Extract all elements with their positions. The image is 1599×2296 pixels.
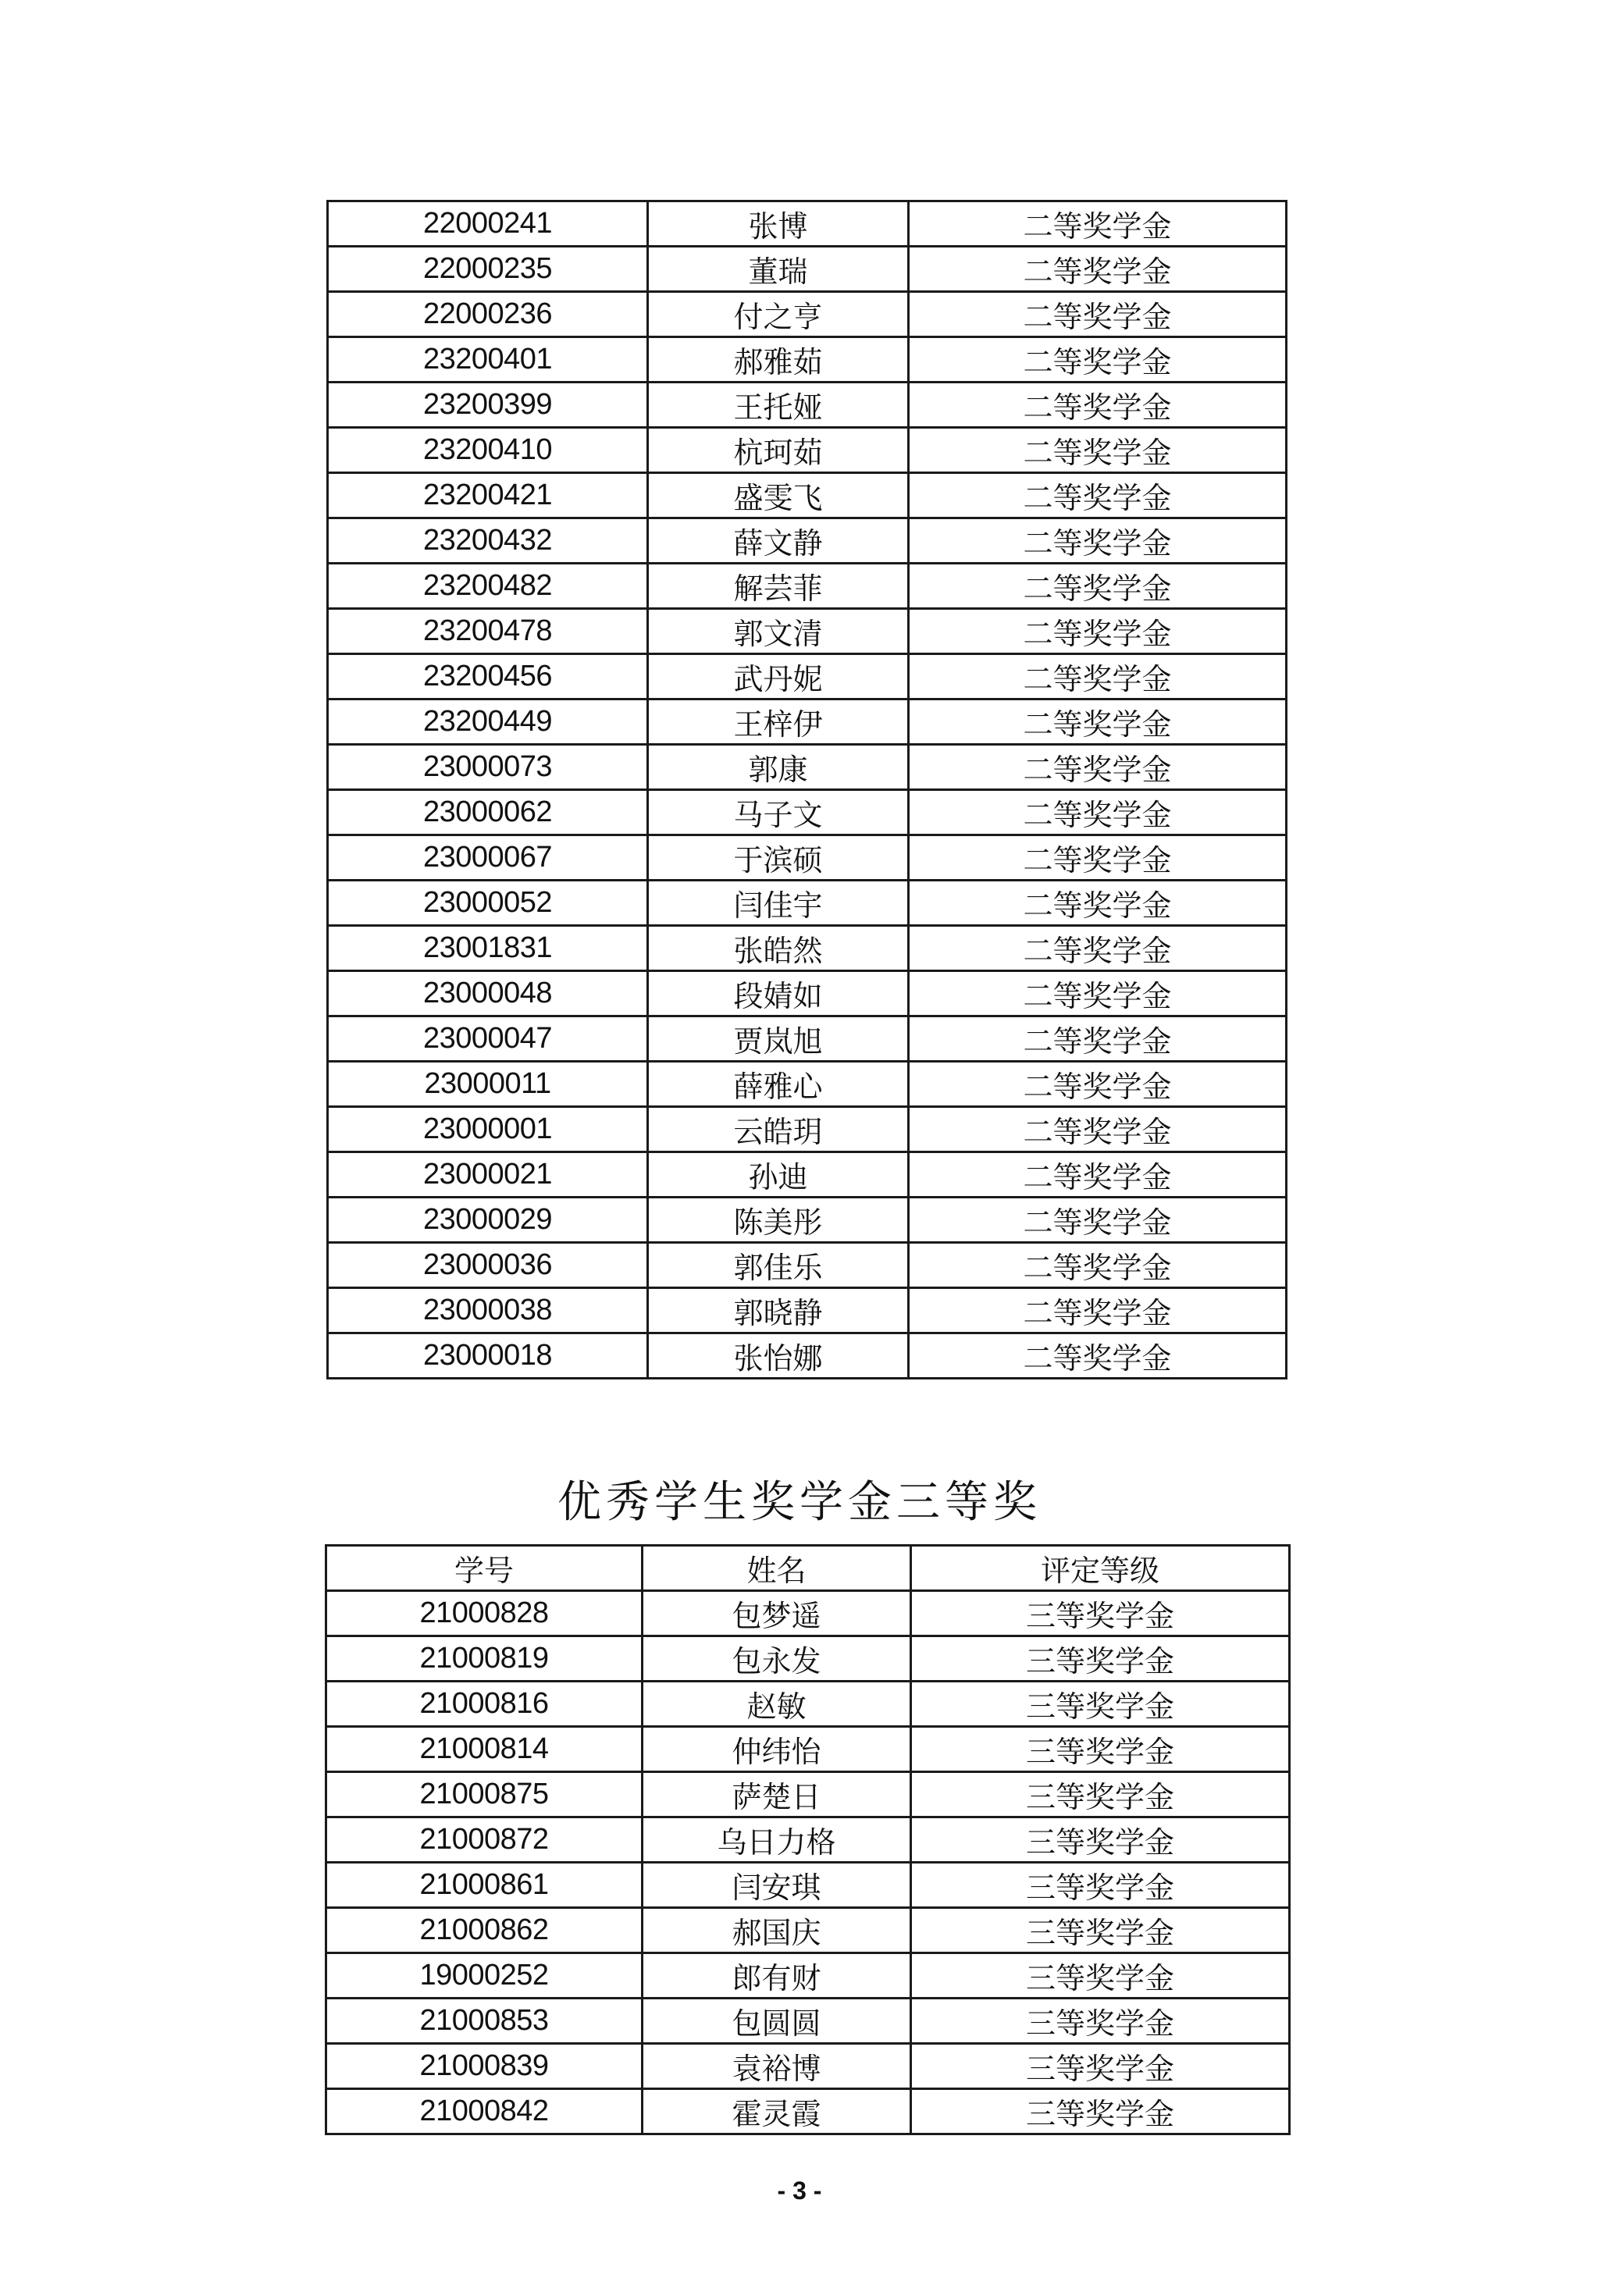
table-row bbox=[328, 745, 1287, 790]
student-name-cell: 薛雅心 bbox=[648, 1062, 909, 1107]
student-name-cell: 郭晓静 bbox=[648, 1288, 909, 1333]
award-level-cell: 三等奖学金 bbox=[911, 1953, 1290, 1999]
table-row bbox=[328, 835, 1287, 881]
student-id-cell: 21000816 bbox=[326, 1682, 643, 1727]
student-name-cell: 郭文清 bbox=[648, 609, 909, 654]
header-student-id: 学号 bbox=[326, 1546, 643, 1591]
table-row bbox=[326, 1591, 1290, 1636]
student-name-cell: 王梓伊 bbox=[648, 699, 909, 745]
table-row bbox=[328, 1016, 1287, 1062]
student-name-cell: 段婧如 bbox=[648, 971, 909, 1016]
student-name-cell: 张博 bbox=[648, 201, 909, 247]
student-id-cell: 23200482 bbox=[328, 564, 648, 609]
student-id-cell: 23200421 bbox=[328, 473, 648, 518]
table-body bbox=[328, 201, 1287, 1379]
award-level-cell: 二等奖学金 bbox=[909, 1107, 1287, 1152]
table-row bbox=[326, 1772, 1290, 1817]
table-header bbox=[326, 1546, 1290, 1591]
student-name-cell: 王托娅 bbox=[648, 383, 909, 428]
section-title: 优秀学生奖学金三等奖 bbox=[557, 1477, 1042, 1528]
table-row bbox=[328, 1288, 1287, 1333]
table-row bbox=[328, 971, 1287, 1016]
award-level-cell: 三等奖学金 bbox=[911, 1727, 1290, 1772]
award-level-cell: 三等奖学金 bbox=[911, 2089, 1290, 2134]
page-number: - 3 - bbox=[777, 2177, 822, 2205]
table-row bbox=[328, 1333, 1287, 1379]
student-id-cell: 21000862 bbox=[326, 1908, 643, 1953]
student-name-cell: 张怡娜 bbox=[648, 1333, 909, 1379]
student-id-cell: 22000236 bbox=[328, 292, 648, 337]
table-row bbox=[326, 1682, 1290, 1727]
student-name-cell: 郭康 bbox=[648, 745, 909, 790]
table-row bbox=[328, 1152, 1287, 1198]
student-name-cell: 杭珂茹 bbox=[648, 428, 909, 473]
student-name-cell: 孙迪 bbox=[648, 1152, 909, 1198]
table-row bbox=[328, 428, 1287, 473]
table-row bbox=[326, 2089, 1290, 2134]
student-id-cell: 21000819 bbox=[326, 1636, 643, 1682]
table-row bbox=[328, 473, 1287, 518]
table-row bbox=[328, 1243, 1287, 1288]
student-name-cell: 陈美彤 bbox=[648, 1198, 909, 1243]
table-row bbox=[328, 926, 1287, 971]
award-level-cell: 二等奖学金 bbox=[909, 699, 1287, 745]
student-id-cell: 23000062 bbox=[328, 790, 648, 835]
table-row bbox=[328, 1062, 1287, 1107]
table-row bbox=[328, 247, 1287, 292]
student-name-cell: 乌日力格 bbox=[643, 1817, 911, 1863]
award-level-cell: 二等奖学金 bbox=[909, 473, 1287, 518]
student-name-cell: 郝国庆 bbox=[643, 1908, 911, 1953]
header-level: 评定等级 bbox=[911, 1546, 1290, 1591]
award-level-cell: 三等奖学金 bbox=[911, 1636, 1290, 1682]
table-row bbox=[326, 1999, 1290, 2044]
student-id-cell: 22000235 bbox=[328, 247, 648, 292]
student-name-cell: 郝雅茹 bbox=[648, 337, 909, 383]
student-id-cell: 21000814 bbox=[326, 1727, 643, 1772]
table-row bbox=[326, 1817, 1290, 1863]
table-row bbox=[328, 383, 1287, 428]
student-name-cell: 盛雯飞 bbox=[648, 473, 909, 518]
student-id-cell: 23200399 bbox=[328, 383, 648, 428]
award-level-cell: 二等奖学金 bbox=[909, 1288, 1287, 1333]
award-level-cell: 二等奖学金 bbox=[909, 835, 1287, 881]
award-level-cell: 二等奖学金 bbox=[909, 1016, 1287, 1062]
student-id-cell: 21000839 bbox=[326, 2044, 643, 2089]
student-name-cell: 于滨硕 bbox=[648, 835, 909, 881]
student-name-cell: 包永发 bbox=[643, 1636, 911, 1682]
header-row bbox=[326, 1546, 1290, 1591]
student-name-cell: 闫安琪 bbox=[643, 1863, 911, 1908]
award-level-cell: 三等奖学金 bbox=[911, 1772, 1290, 1817]
award-level-cell: 二等奖学金 bbox=[909, 201, 1287, 247]
award-level-cell: 二等奖学金 bbox=[909, 292, 1287, 337]
second-class-scholarship-table bbox=[326, 200, 1287, 1379]
award-level-cell: 二等奖学金 bbox=[909, 1152, 1287, 1198]
award-level-cell: 三等奖学金 bbox=[911, 1591, 1290, 1636]
student-name-cell: 仲纬怡 bbox=[643, 1727, 911, 1772]
student-name-cell: 霍灵霞 bbox=[643, 2089, 911, 2134]
student-id-cell: 23000073 bbox=[328, 745, 648, 790]
student-id-cell: 23000052 bbox=[328, 881, 648, 926]
award-level-cell: 二等奖学金 bbox=[909, 428, 1287, 473]
header-name: 姓名 bbox=[643, 1546, 911, 1591]
student-id-cell: 23200449 bbox=[328, 699, 648, 745]
student-id-cell: 23000011 bbox=[328, 1062, 648, 1107]
student-id-cell: 21000875 bbox=[326, 1772, 643, 1817]
student-name-cell: 解芸菲 bbox=[648, 564, 909, 609]
award-level-cell: 三等奖学金 bbox=[911, 2044, 1290, 2089]
table-row bbox=[326, 1908, 1290, 1953]
table-body bbox=[326, 1591, 1290, 2134]
student-id-cell: 23200410 bbox=[328, 428, 648, 473]
award-level-cell: 三等奖学金 bbox=[911, 1817, 1290, 1863]
table-row bbox=[328, 699, 1287, 745]
table-row bbox=[326, 1727, 1290, 1772]
award-level-cell: 二等奖学金 bbox=[909, 247, 1287, 292]
student-name-cell: 郭佳乐 bbox=[648, 1243, 909, 1288]
table-row bbox=[326, 1863, 1290, 1908]
student-id-cell: 19000252 bbox=[326, 1953, 643, 1999]
table-row bbox=[328, 1198, 1287, 1243]
award-level-cell: 二等奖学金 bbox=[909, 518, 1287, 564]
student-id-cell: 23000021 bbox=[328, 1152, 648, 1198]
student-id-cell: 23200432 bbox=[328, 518, 648, 564]
student-name-cell: 云皓玥 bbox=[648, 1107, 909, 1152]
student-name-cell: 包圆圆 bbox=[643, 1999, 911, 2044]
student-id-cell: 21000853 bbox=[326, 1999, 643, 2044]
student-name-cell: 武丹妮 bbox=[648, 654, 909, 699]
student-id-cell: 23000047 bbox=[328, 1016, 648, 1062]
award-level-cell: 二等奖学金 bbox=[909, 383, 1287, 428]
student-name-cell: 张皓然 bbox=[648, 926, 909, 971]
student-name-cell: 马子文 bbox=[648, 790, 909, 835]
table-row bbox=[328, 564, 1287, 609]
table-row bbox=[326, 2044, 1290, 2089]
student-id-cell: 23001831 bbox=[328, 926, 648, 971]
student-id-cell: 23200478 bbox=[328, 609, 648, 654]
award-level-cell: 二等奖学金 bbox=[909, 337, 1287, 383]
student-name-cell: 袁裕博 bbox=[643, 2044, 911, 2089]
award-level-cell: 三等奖学金 bbox=[911, 1999, 1290, 2044]
student-name-cell: 付之亨 bbox=[648, 292, 909, 337]
student-id-cell: 23000001 bbox=[328, 1107, 648, 1152]
table-row bbox=[328, 1107, 1287, 1152]
table-row bbox=[328, 518, 1287, 564]
award-level-cell: 二等奖学金 bbox=[909, 564, 1287, 609]
student-name-cell: 贾岚旭 bbox=[648, 1016, 909, 1062]
table-row bbox=[328, 609, 1287, 654]
table-row bbox=[328, 337, 1287, 383]
table-row bbox=[328, 881, 1287, 926]
award-level-cell: 二等奖学金 bbox=[909, 1062, 1287, 1107]
student-id-cell: 23000036 bbox=[328, 1243, 648, 1288]
student-id-cell: 23200401 bbox=[328, 337, 648, 383]
student-id-cell: 23000067 bbox=[328, 835, 648, 881]
award-level-cell: 二等奖学金 bbox=[909, 654, 1287, 699]
award-level-cell: 三等奖学金 bbox=[911, 1908, 1290, 1953]
student-name-cell: 闫佳宇 bbox=[648, 881, 909, 926]
award-level-cell: 二等奖学金 bbox=[909, 609, 1287, 654]
table-row bbox=[328, 654, 1287, 699]
student-name-cell: 萨楚日 bbox=[643, 1772, 911, 1817]
award-level-cell: 二等奖学金 bbox=[909, 881, 1287, 926]
student-id-cell: 23000018 bbox=[328, 1333, 648, 1379]
student-name-cell: 郎有财 bbox=[643, 1953, 911, 1999]
student-name-cell: 赵敏 bbox=[643, 1682, 911, 1727]
student-name-cell: 薛文静 bbox=[648, 518, 909, 564]
student-id-cell: 22000241 bbox=[328, 201, 648, 247]
award-level-cell: 三等奖学金 bbox=[911, 1863, 1290, 1908]
table-row bbox=[328, 790, 1287, 835]
award-level-cell: 二等奖学金 bbox=[909, 1243, 1287, 1288]
student-id-cell: 21000872 bbox=[326, 1817, 643, 1863]
table-row bbox=[328, 201, 1287, 247]
award-level-cell: 二等奖学金 bbox=[909, 790, 1287, 835]
table-row bbox=[326, 1636, 1290, 1682]
award-level-cell: 二等奖学金 bbox=[909, 971, 1287, 1016]
award-level-cell: 三等奖学金 bbox=[911, 1682, 1290, 1727]
student-id-cell: 21000828 bbox=[326, 1591, 643, 1636]
student-id-cell: 23200456 bbox=[328, 654, 648, 699]
student-id-cell: 21000842 bbox=[326, 2089, 643, 2134]
award-level-cell: 二等奖学金 bbox=[909, 926, 1287, 971]
award-level-cell: 二等奖学金 bbox=[909, 1198, 1287, 1243]
table-row bbox=[328, 292, 1287, 337]
student-id-cell: 21000861 bbox=[326, 1863, 643, 1908]
student-id-cell: 23000029 bbox=[328, 1198, 648, 1243]
student-name-cell: 董瑞 bbox=[648, 247, 909, 292]
award-level-cell: 二等奖学金 bbox=[909, 745, 1287, 790]
third-class-scholarship-table bbox=[325, 1544, 1291, 2135]
student-id-cell: 23000048 bbox=[328, 971, 648, 1016]
student-name-cell: 包梦遥 bbox=[643, 1591, 911, 1636]
table-row bbox=[326, 1953, 1290, 1999]
award-level-cell: 二等奖学金 bbox=[909, 1333, 1287, 1379]
student-id-cell: 23000038 bbox=[328, 1288, 648, 1333]
